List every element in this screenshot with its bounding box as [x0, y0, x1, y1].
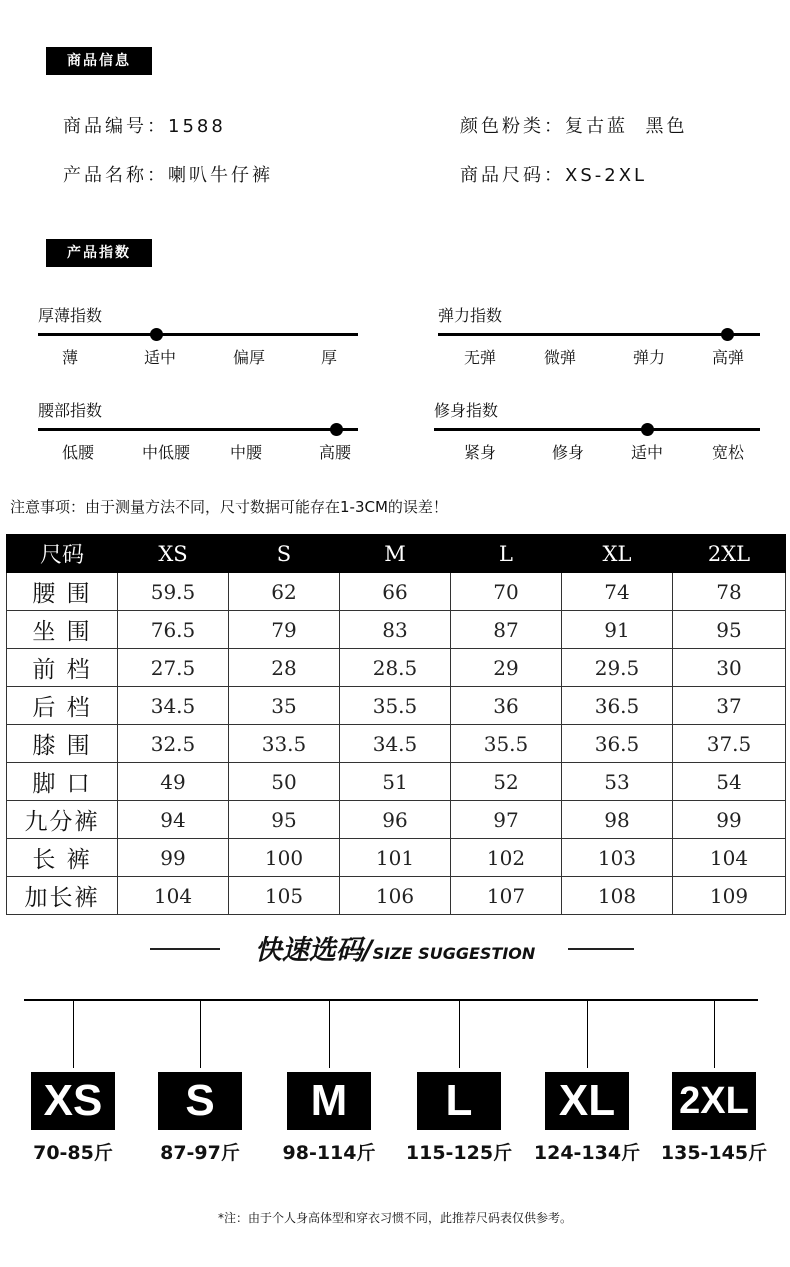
size-box-l: L — [417, 1072, 501, 1130]
table-row — [7, 573, 786, 611]
size-weight-range: 70-85斤 — [33, 1142, 113, 1164]
elasticity-index — [438, 303, 768, 383]
row-label: 长 裤 — [7, 839, 118, 877]
thickness-index-marker — [150, 328, 163, 341]
elasticity-label: 无弹 — [463, 348, 497, 367]
table-cell: 97 — [451, 801, 562, 839]
table-cell: 101 — [340, 839, 451, 877]
table-cell: 29 — [451, 649, 562, 687]
size-tick — [459, 1000, 460, 1068]
size-table — [6, 534, 786, 915]
table-row — [7, 725, 786, 763]
thickness-label: 厚 — [320, 348, 338, 367]
size-weight-range: 115-125斤 — [405, 1142, 513, 1164]
table-cell: 70 — [451, 573, 562, 611]
table-cell: 34.5 — [340, 725, 451, 763]
table-cell: 49 — [118, 763, 229, 801]
table-cell: 96 — [340, 801, 451, 839]
table-cell: 76.5 — [118, 611, 229, 649]
product-index-tag: 产品指数 — [46, 239, 152, 267]
table-cell: 103 — [562, 839, 673, 877]
table-cell: 91 — [562, 611, 673, 649]
table-cell: 98 — [562, 801, 673, 839]
row-label: 加长裤 — [7, 877, 118, 915]
table-cell: 100 — [229, 839, 340, 877]
table-cell: 104 — [118, 877, 229, 915]
elasticity-label: 微弹 — [543, 348, 577, 367]
waist-label: 中腰 — [229, 443, 263, 462]
row-label: 前 档 — [7, 649, 118, 687]
table-row — [7, 801, 786, 839]
table-cell: 95 — [673, 611, 786, 649]
table-cell: 106 — [340, 877, 451, 915]
row-label: 膝 围 — [7, 725, 118, 763]
size-box-s: S — [158, 1072, 242, 1130]
footnote: *注：由于个人身高体型和穿衣习惯不同，此推荐尺码表仅供参考。 — [217, 1211, 572, 1225]
table-cell: 54 — [673, 763, 786, 801]
table-cell: 104 — [673, 839, 786, 877]
product-name: 产品名称：喇叭牛仔裤 — [63, 165, 273, 186]
thickness-index-line — [38, 333, 358, 336]
size-box-2xl: 2XL — [672, 1072, 756, 1130]
table-header-cell: M — [340, 535, 451, 573]
size-box-m: M — [287, 1072, 371, 1130]
product-sizes: 商品尺码：XS-2XL — [460, 165, 648, 186]
size-suggestion-title-cn: 快速选码/ — [254, 935, 373, 966]
fit-label: 宽松 — [711, 443, 745, 462]
table-cell: 94 — [118, 801, 229, 839]
fit-label: 修身 — [551, 443, 585, 462]
table-row — [7, 611, 786, 649]
thickness-label: 适中 — [143, 348, 177, 367]
size-suggestion-title-en: SIZE SUGGESTION — [372, 944, 536, 963]
elasticity-index-marker — [721, 328, 734, 341]
table-cell: 28 — [229, 649, 340, 687]
elasticity-label: 弹力 — [632, 348, 666, 367]
table-cell: 105 — [229, 877, 340, 915]
waist-label: 低腰 — [61, 443, 95, 462]
size-suggestion-title — [0, 928, 790, 967]
table-cell: 32.5 — [118, 725, 229, 763]
size-tick — [73, 1000, 74, 1068]
thickness-label: 偏厚 — [232, 348, 266, 367]
table-header-cell: XL — [562, 535, 673, 573]
thickness-index-title: 厚薄指数 — [38, 306, 103, 325]
table-cell: 95 — [229, 801, 340, 839]
table-cell: 59.5 — [118, 573, 229, 611]
row-label: 坐 围 — [7, 611, 118, 649]
size-tick — [200, 1000, 201, 1068]
size-weight-range: 124-134斤 — [533, 1142, 641, 1164]
size-box-xl: XL — [545, 1072, 629, 1130]
table-cell: 107 — [451, 877, 562, 915]
table-row — [7, 687, 786, 725]
size-table-header — [7, 535, 786, 573]
table-row — [7, 763, 786, 801]
product-info-tag: 商品信息 — [46, 47, 152, 75]
size-weight-range: 87-97斤 — [160, 1142, 240, 1164]
table-row — [7, 877, 786, 915]
waist-index-marker — [330, 423, 343, 436]
size-weight-range: 135-145斤 — [660, 1142, 768, 1164]
table-cell: 30 — [673, 649, 786, 687]
table-cell: 33.5 — [229, 725, 340, 763]
table-cell: 109 — [673, 877, 786, 915]
table-cell: 36 — [451, 687, 562, 725]
fit-index — [434, 398, 764, 478]
thickness-index — [38, 303, 368, 383]
table-cell: 83 — [340, 611, 451, 649]
size-tick — [329, 1000, 330, 1068]
table-header-cell: 2XL — [673, 535, 786, 573]
product-code: 商品编号：1588 — [63, 116, 226, 137]
thickness-label: 薄 — [61, 348, 79, 367]
waist-label: 中低腰 — [141, 443, 191, 462]
row-label: 后 档 — [7, 687, 118, 725]
fit-index-marker — [641, 423, 654, 436]
table-header-cell: S — [229, 535, 340, 573]
table-row — [7, 839, 786, 877]
suggestion-baseline — [24, 999, 758, 1001]
table-cell: 28.5 — [340, 649, 451, 687]
size-tick — [714, 1000, 715, 1068]
table-cell: 99 — [673, 801, 786, 839]
table-cell: 35 — [229, 687, 340, 725]
table-header-cell: L — [451, 535, 562, 573]
row-label: 腰 围 — [7, 573, 118, 611]
table-cell: 50 — [229, 763, 340, 801]
size-box-xs: XS — [31, 1072, 115, 1130]
product-colors: 颜色粉类：复古蓝 黑色 — [460, 116, 688, 137]
table-cell: 74 — [562, 573, 673, 611]
elasticity-index-title: 弹力指数 — [438, 306, 503, 325]
table-cell: 52 — [451, 763, 562, 801]
table-cell: 35.5 — [451, 725, 562, 763]
fit-label: 适中 — [630, 443, 664, 462]
table-cell: 34.5 — [118, 687, 229, 725]
size-weight-range: 98-114斤 — [282, 1142, 376, 1164]
table-cell: 36.5 — [562, 725, 673, 763]
waist-index-line — [38, 428, 358, 431]
table-cell: 37 — [673, 687, 786, 725]
fit-index-title: 修身指数 — [434, 401, 499, 420]
table-cell: 79 — [229, 611, 340, 649]
waist-index — [38, 398, 368, 478]
row-label: 九分裤 — [7, 801, 118, 839]
table-cell: 102 — [451, 839, 562, 877]
table-cell: 27.5 — [118, 649, 229, 687]
table-cell: 51 — [340, 763, 451, 801]
table-cell: 35.5 — [340, 687, 451, 725]
size-tick — [587, 1000, 588, 1068]
table-cell: 36.5 — [562, 687, 673, 725]
table-cell: 78 — [673, 573, 786, 611]
elasticity-label: 高弹 — [711, 348, 745, 367]
table-row — [7, 649, 786, 687]
table-cell: 29.5 — [562, 649, 673, 687]
waist-index-title: 腰部指数 — [38, 401, 103, 420]
table-cell: 99 — [118, 839, 229, 877]
measurement-note: 注意事项：由于测量方法不同，尺寸数据可能存在1-3CM的误差！ — [10, 498, 448, 516]
table-cell: 87 — [451, 611, 562, 649]
waist-label: 高腰 — [318, 443, 352, 462]
table-cell: 62 — [229, 573, 340, 611]
table-cell: 37.5 — [673, 725, 786, 763]
fit-index-line — [434, 428, 760, 431]
row-label: 脚 口 — [7, 763, 118, 801]
table-cell: 108 — [562, 877, 673, 915]
table-header-cell: XS — [118, 535, 229, 573]
fit-label: 紧身 — [463, 443, 497, 462]
table-header-cell: 尺码 — [7, 535, 118, 573]
table-cell: 66 — [340, 573, 451, 611]
table-cell: 53 — [562, 763, 673, 801]
elasticity-index-line — [438, 333, 760, 336]
